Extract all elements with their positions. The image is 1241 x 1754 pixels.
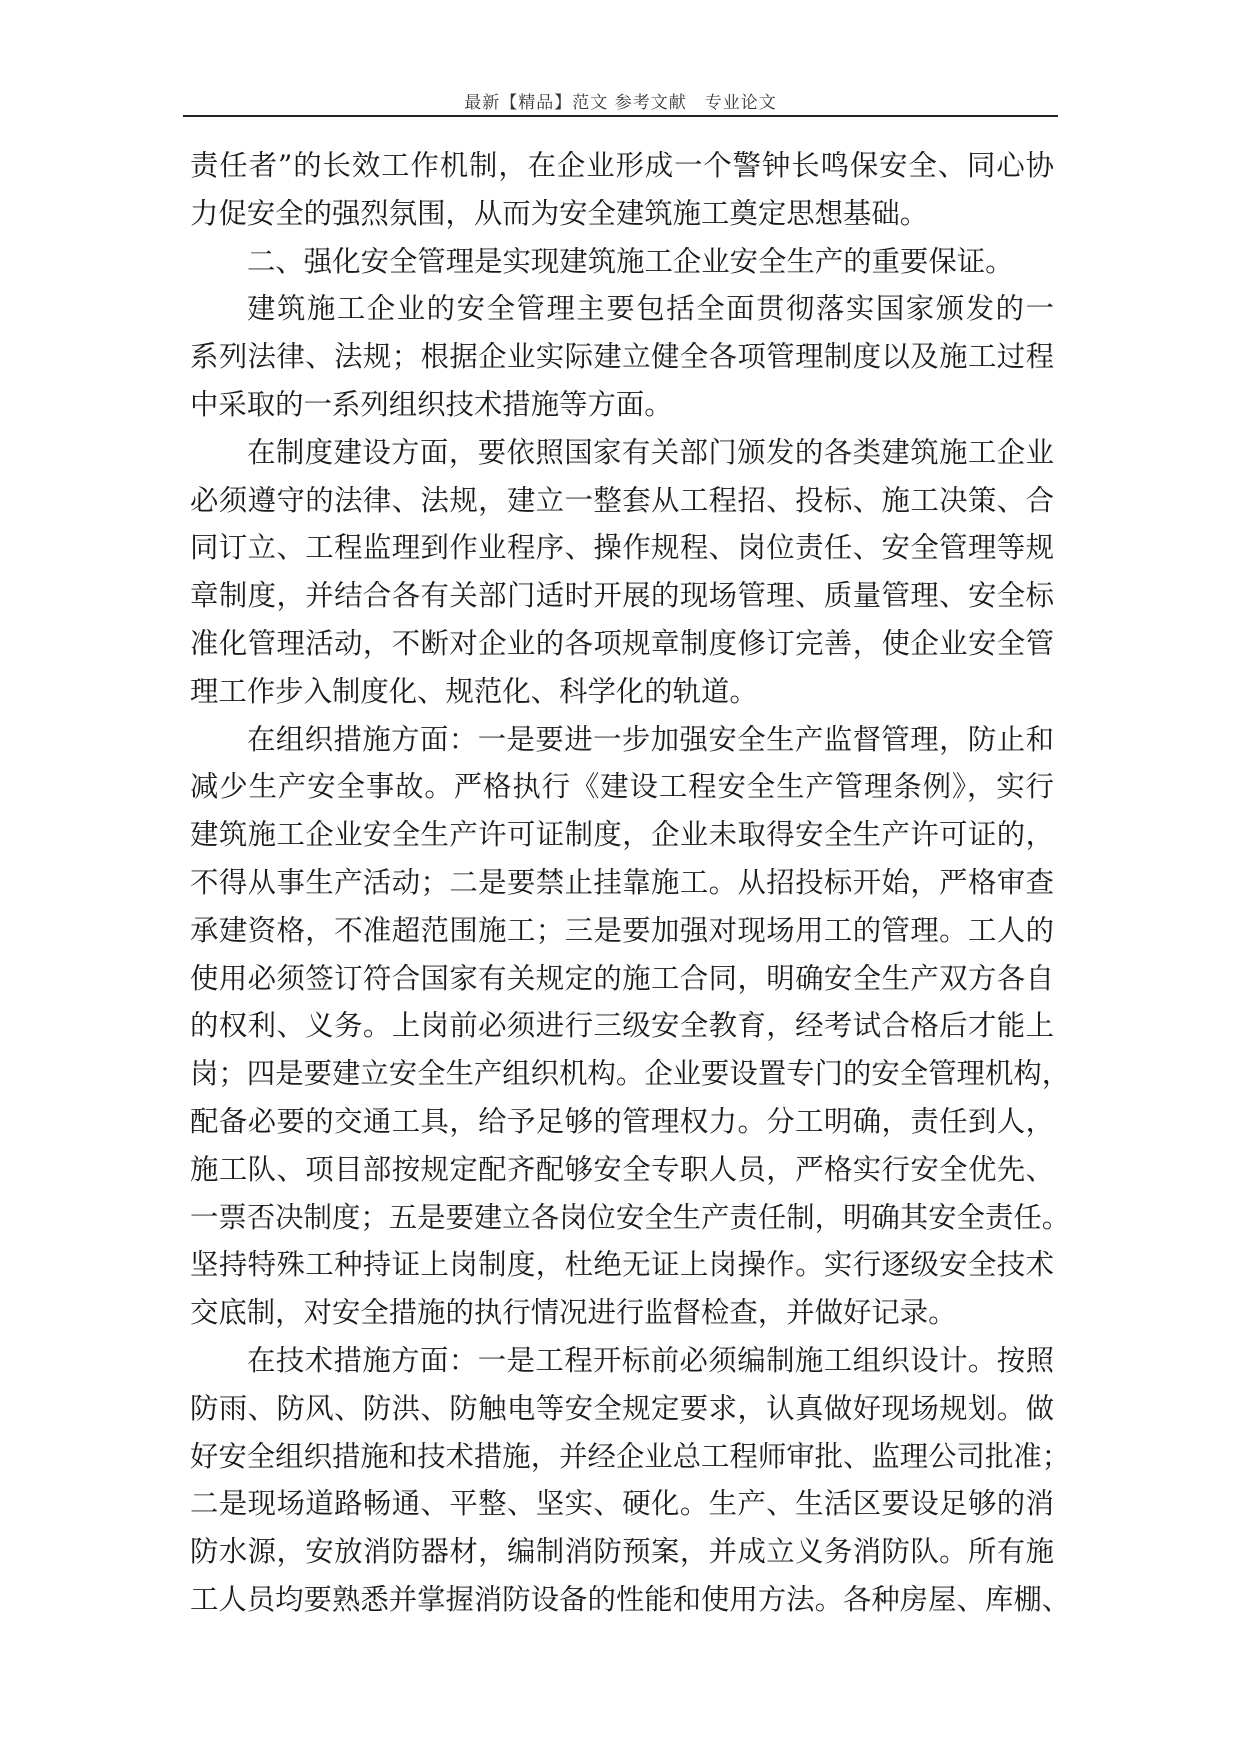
text-line: 必须遵守的法律、法规，建立一整套从工程招、投标、施工决策、合 [190, 483, 1054, 517]
text-line: 在技术措施方面：一是工程开标前必须编制施工组织设计。按照 [247, 1343, 1054, 1377]
text-line: 防雨、防风、防洪、防触电等安全规定要求，认真做好现场规划。做 [190, 1391, 1054, 1425]
text-line: 建筑施工企业的安全管理主要包括全面贯彻落实国家颁发的一 [247, 292, 1054, 326]
text-line: 减少生产安全事故。严格执行《建设工程安全生产管理条例》，实行 [190, 770, 1054, 804]
text-line: 二、强化安全管理是实现建筑施工企业安全生产的重要保证。 [247, 244, 1014, 278]
text-line: 交底制，对安全措施的执行情况进行监督检查，并做好记录。 [190, 1296, 957, 1330]
text-line: 工人员均要熟悉并掌握消防设备的性能和使用方法。各种房屋、库棚、 [190, 1582, 1071, 1616]
text-line: 配备必要的交通工具，给予足够的管理权力。分工明确，责任到人， [190, 1104, 1054, 1138]
text-line: 中采取的一系列组织技术措施等方面。 [190, 387, 673, 421]
body-text [190, 142, 1071, 1624]
text-line: 使用必须签订符合国家有关规定的施工合同，明确安全生产双方各自 [190, 961, 1054, 995]
text-line: 准化管理活动，不断对企业的各项规章制度修订完善，使企业安全管 [190, 626, 1054, 660]
text-line: 坚持特殊工种持证上岗制度，杜绝无证上岗操作。实行逐级安全技术 [190, 1248, 1054, 1282]
text-line: 一票否决制度；五是要建立各岗位安全生产责任制，明确其安全责任。 [190, 1200, 1071, 1234]
text-line: 岗；四是要建立安全生产组织机构。企业要设置专门的安全管理机构， [190, 1057, 1071, 1091]
text-line: 责任者”的长效工作机制，在企业形成一个警钟长鸣保安全、同心协 [190, 149, 1054, 182]
text-line: 不得从事生产活动；二是要禁止挂靠施工。从招投标开始，严格审查 [190, 865, 1054, 899]
text-line: 好安全组织措施和技术措施，并经企业总工程师审批、监理公司批准； [190, 1439, 1071, 1473]
text-line: 防水源，安放消防器材，编制消防预案，并成立义务消防队。所有施 [190, 1535, 1054, 1569]
text-line: 系列法律、法规；根据企业实际建立健全各项管理制度以及施工过程 [190, 340, 1054, 374]
text-line: 在制度建设方面，要依照国家有关部门颁发的各类建筑施工企业 [247, 435, 1054, 469]
text-line: 理工作步入制度化、规范化、科学化的轨道。 [190, 674, 758, 708]
text-line: 二是现场道路畅通、平整、坚实、硬化。生产、生活区要设足够的消 [190, 1487, 1054, 1521]
text-line: 在组织措施方面：一是要进一步加强安全生产监督管理，防止和 [247, 722, 1054, 756]
text-line: 章制度，并结合各有关部门适时开展的现场管理、质量管理、安全标 [190, 579, 1054, 613]
header-rule [183, 115, 1058, 117]
text-line: 建筑施工企业安全生产许可证制度，企业未取得安全生产许可证的， [190, 818, 1054, 852]
text-line: 同订立、工程监理到作业程序、操作规程、岗位责任、安全管理等规 [190, 531, 1054, 565]
text-line: 力促安全的强烈氛围，从而为安全建筑施工奠定思想基础。 [190, 196, 929, 230]
text-line: 的权利、义务。上岗前必须进行三级安全教育，经考试合格后才能上 [190, 1009, 1054, 1043]
text-line: 施工队、项目部按规定配齐配够安全专职人员，严格实行安全优先、 [190, 1152, 1054, 1186]
page-header: 最新【精品】范文 参考文献 专业论文 [464, 93, 777, 113]
text-line: 承建资格，不准超范围施工；三是要加强对现场用工的管理。工人的 [190, 913, 1054, 947]
